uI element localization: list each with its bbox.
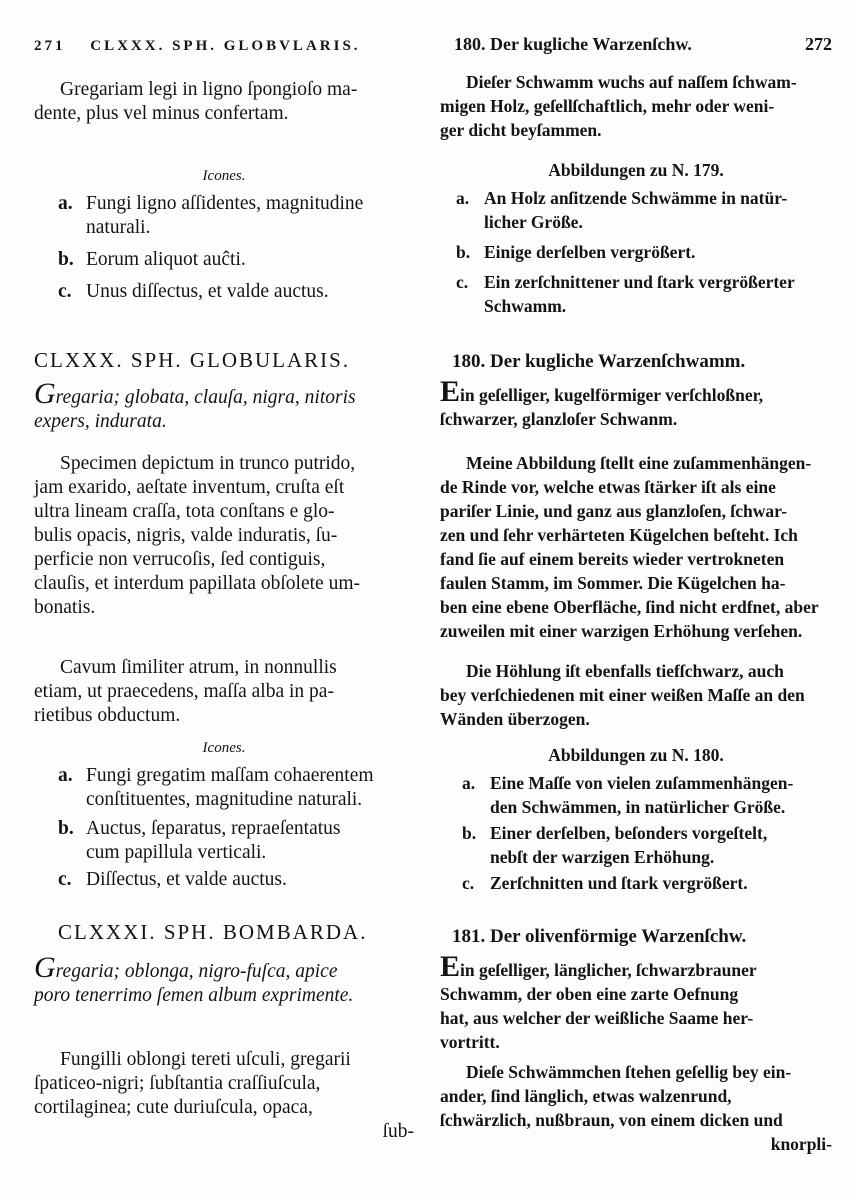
item-key: a. — [462, 773, 476, 793]
item-text: Eine Maſſe von vielen zuſammenhängen- den Schwämmen, in natürlicher Größe. — [490, 773, 794, 817]
drop-cap: E — [440, 950, 461, 983]
right-intro-paragraph: Dieſer Schwamm wuchs auf naſſem ſchwam- migen Holz, geſellſchaftlich, mehr oder weni- ger dicht beyſammen. — [440, 72, 797, 140]
item-key: a. — [456, 188, 470, 208]
item-text: Ein zerſchnittener und ſtark vergrößerter Schwamm. — [484, 272, 795, 316]
item-key: b. — [462, 823, 477, 843]
item-text: Zerſchnitten und ſtark vergrößert. — [490, 873, 748, 893]
left-page-column — [34, 34, 414, 1144]
section-180-latin-title: CLXXX. SPH. GLOBULARIS. — [34, 348, 351, 372]
item-text: Diſſectus, et valde auctus. — [86, 869, 287, 890]
right-page-number: 272 — [805, 34, 832, 54]
item-key: b. — [58, 818, 74, 839]
section-181-latin-title: CLXXXI. SPH. BOMBARDA. — [58, 920, 368, 944]
section-180-german-diagnosis — [440, 375, 832, 431]
section-181-german-title: 181. Der olivenförmige Warzenſchw. — [452, 926, 747, 947]
right-catchword: knorpli- — [770, 1134, 832, 1154]
abbildungen-179-list — [456, 186, 832, 318]
diagnosis-text: in geſelliger, kugelförmiger verſchloßner, ſchwarzer, glanzloſer Schwanm. — [440, 385, 764, 429]
section-180-german-title: 180. Der kugliche Warzenſchwamm. — [452, 351, 746, 372]
item-text: Einer derſelben, beſonders vorgeſtelt, nebſt der warzigen Erhöhung. — [490, 823, 768, 867]
section-180-latin-paragraph-2: Cavum ſimiliter atrum, in nonnullis etiam, ut praecedens, maſſa alba in pa- rietibus obductum. — [34, 657, 337, 726]
abbildungen-180-heading: Abbildungen zu N. 180. — [548, 745, 724, 765]
item-key: a. — [58, 765, 73, 786]
diagnosis-text: regaria; globata, clauſa, nigra, nitoris expers, indurata. — [34, 387, 356, 432]
item-key: b. — [456, 242, 471, 262]
right-running-header — [440, 32, 832, 56]
section-181-latin-paragraph: Fungilli oblongi tereti uſculi, gregarii ſpaticeo-nigri; ſubſtantia craſſiuſcula, cortilaginea; cute duriuſcula, opaca, — [34, 1049, 351, 1118]
abbildungen-179-heading: Abbildungen zu N. 179. — [548, 160, 724, 180]
icones-heading-1: Icones. — [202, 168, 246, 184]
section-180-german-paragraph-2: Die Höhlung iſt ebenfalls tiefſchwarz, auch bey verſchiedenen mit einer weißen Maſſe an den Wänden überzogen. — [440, 661, 805, 729]
left-running-header — [34, 34, 414, 58]
abbildungen-180-list — [462, 771, 832, 895]
item-key: a. — [58, 193, 73, 214]
left-running-head: CLXXX. SPH. GLOBVLARIS. — [90, 38, 361, 54]
drop-cap: G — [34, 951, 56, 984]
item-key: c. — [58, 281, 72, 302]
section-180-latin-diagnosis — [34, 377, 414, 434]
item-text: Fungi gregatim maſſam cohaerentem conſtituentes, magnitudine naturali. — [86, 765, 374, 810]
icones-list-1 — [58, 192, 414, 304]
item-key: c. — [58, 869, 72, 890]
item-text: Fungi ligno aſſidentes, magnitudine naturali. — [86, 193, 364, 238]
item-text: Einige derſelben vergrößert. — [484, 242, 696, 262]
left-catchword: ſub- — [382, 1121, 414, 1142]
item-text: Unus diſſectus, et valde auctus. — [86, 281, 329, 302]
item-text: Auctus, ſeparatus, repraeſentatus cum papillula verticali. — [86, 818, 341, 863]
drop-cap: G — [34, 377, 56, 410]
right-running-head: 180. Der kugliche Warzenſchw. — [454, 34, 692, 54]
left-intro-paragraph: Gregariam legi in ligno ſpongioſo ma- dente, plus vel minus confertam. — [34, 79, 358, 124]
icones-heading-2: Icones. — [202, 740, 246, 756]
section-180-latin-paragraph-1: Specimen depictum in trunco putrido, jam exarido, aeſtate inventum, cruſta eſt ultra lineam craſſa, tota conſtans e glo- bulis opacis, nigris, valde induratis, ſu- perficie non verrucoſis, ſed contiguis, clauſis, et interdum papillata obſolete um- bonatis. — [34, 453, 360, 618]
item-key: b. — [58, 249, 74, 270]
section-181-german-paragraph: Dieſe Schwämmchen ſtehen geſellig bey ein- ander, ſind länglich, etwas walzenrund, ſchwärzlich, nußbraun, von einem dicken und — [440, 1062, 792, 1130]
section-181-latin-diagnosis — [34, 951, 414, 1008]
right-page-column — [440, 32, 832, 1156]
section-181-german-diagnosis — [440, 950, 832, 1054]
drop-cap: E — [440, 375, 461, 408]
left-page-number: 271 — [34, 38, 66, 54]
item-key: c. — [462, 873, 475, 893]
diagnosis-text: in geſelliger, länglicher, ſchwarzbrauner Schwamm, der oben eine zarte Oefnung hat, aus welcher der weißliche Saame her- vortritt. — [440, 960, 757, 1052]
icones-list-2 — [58, 764, 414, 892]
item-key: c. — [456, 272, 469, 292]
item-text: Eorum aliquot auĉti. — [86, 249, 246, 270]
diagnosis-text: regaria; oblonga, nigro-fuſca, apice poro tenerrimo ſemen album exprimente. — [34, 961, 354, 1006]
section-180-german-paragraph-1: Meine Abbildung ſtellt eine zuſammenhängen- de Rinde vor, welche etwas ſtärker iſt als eine pariſer Linie, und ganz aus glanzloſen, ſchwar- zen und ſehr verhärteten Kügelchen beſteht. Ich fand ſie auf einem bereits wieder vertrokneten faulen Stamm, im Sommer. Die Kügelchen ha- ben eine ebene Oberfläche, ſind nicht erdfnet, aber zuweilen mit einer warzigen Erhöhung verſehen. — [440, 453, 819, 641]
item-text: An Holz anſitzende Schwämme in natür- licher Größe. — [484, 188, 788, 232]
